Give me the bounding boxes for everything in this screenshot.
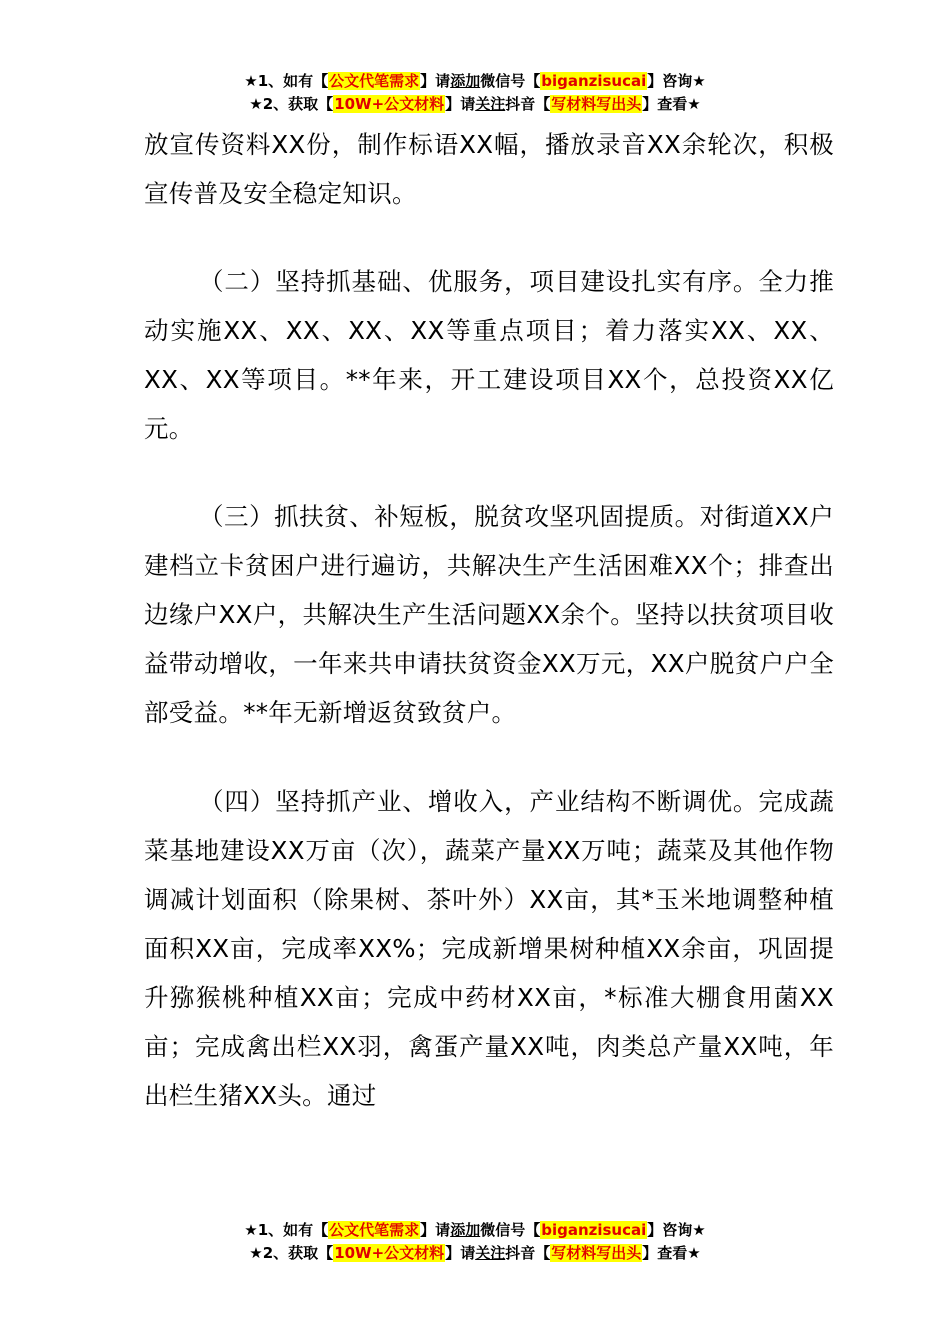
banner-text: 】查看★ (642, 1244, 701, 1262)
banner-line-2 (0, 93, 950, 116)
paragraph-section-2: （二）坚持抓基础、优服务，项目建设扎实有序。全力推动实施XX、XX、XX、XX等重点项目；着力落实XX、XX、XX、XX等项目。**年来，开工建设项目XX个，总投资XX亿元。 (144, 267, 834, 443)
banner-text: 微信号【 (480, 1221, 541, 1239)
highlight-douyin: 写材料写出头 (551, 95, 642, 113)
banner-emphasis: 关注 (475, 95, 506, 113)
banner-text: ★1、如有【 (244, 72, 329, 90)
banner-text: 】请 (445, 95, 476, 113)
paragraph-section-3: （三）抓扶贫、补短板，脱贫攻坚巩固提质。对街道XX户建档立卡贫困户进行遍访，共解决生产生活困难XX个；排查出边缘户XX户，共解决生产生活问题XX余个。坚持以扶贫项目收益带动增收，一年来共申请扶贫资金XX万元，XX户脱贫户户全部受益。**年无新增返贫致贫户。 (144, 502, 834, 727)
banner-line-1 (0, 1219, 950, 1242)
paragraph-continuation: 放宣传资料XX份，制作标语XX幅，播放录音XX余轮次，积极宣传普及安全稳定知识。 (144, 130, 834, 208)
banner-emphasis: 添加 (450, 72, 481, 90)
banner-text: 抖音【 (505, 1244, 551, 1262)
paragraph-section-4: （四）坚持抓产业、增收入，产业结构不断调优。完成蔬菜基地建设XX万亩（次），蔬菜产量XX万吨；蔬菜及其他作物调减计划面积（除果树、茶叶外）XX亩，其*玉米地调整种植面积XX亩，完成率XX%；完成新增果树种植XX余亩，巩固提升猕猴桃种植XX亩；完成中药材XX亩，*标准大棚食用菌XX亩；完成禽出栏XX羽，禽蛋产量XX吨，肉类总产量XX吨，年出栏生猪XX头。通过 (144, 787, 834, 1110)
banner-line-2 (0, 1242, 950, 1265)
banner-text: ★1、如有【 (244, 1221, 329, 1239)
banner-text: 】请 (420, 1221, 451, 1239)
footer-banner (0, 1219, 950, 1265)
highlight-wechat-id: biganzisucai (541, 1221, 647, 1239)
banner-text: 微信号【 (480, 72, 541, 90)
highlight-service: 公文代笔需求 (329, 72, 420, 90)
banner-text: 】请 (420, 72, 451, 90)
header-banner (0, 70, 950, 116)
banner-emphasis: 添加 (450, 1221, 481, 1239)
highlight-douyin: 写材料写出头 (551, 1244, 642, 1262)
banner-text: 】请 (445, 1244, 476, 1262)
highlight-wechat-id: biganzisucai (541, 72, 647, 90)
banner-emphasis: 关注 (475, 1244, 506, 1262)
banner-text: 抖音【 (505, 95, 551, 113)
highlight-materials: 10W+公文材料 (334, 95, 445, 113)
highlight-service: 公文代笔需求 (329, 1221, 420, 1239)
banner-text: ★2、获取【 (249, 95, 334, 113)
banner-text: ★2、获取【 (249, 1244, 334, 1262)
banner-text: 】咨询★ (647, 1221, 706, 1239)
banner-line-1 (0, 70, 950, 93)
highlight-materials: 10W+公文材料 (334, 1244, 445, 1262)
banner-text: 】查看★ (642, 95, 701, 113)
banner-text: 】咨询★ (647, 72, 706, 90)
